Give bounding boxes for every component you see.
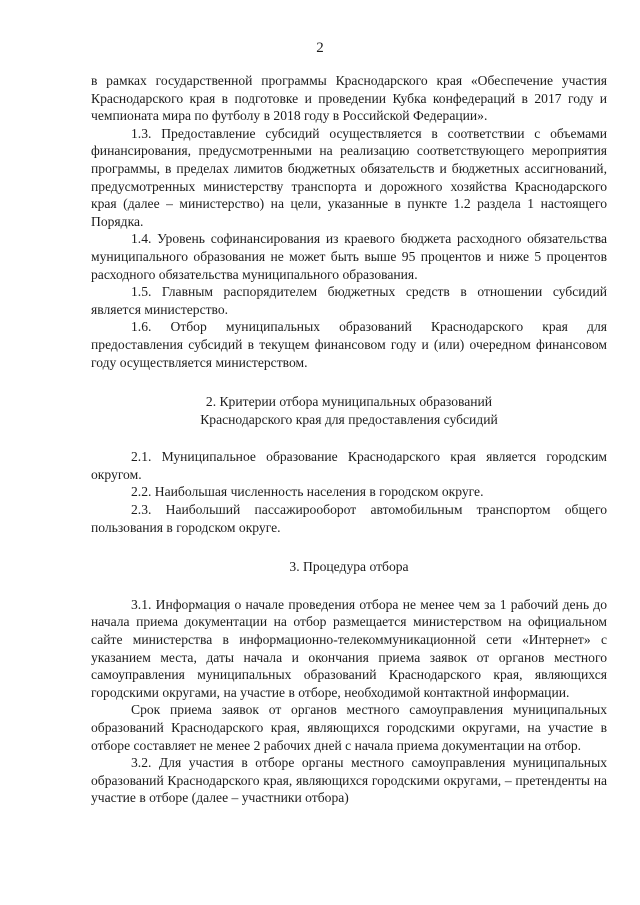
section-2-heading-line-1: 2. Критерии отбора муниципальных образований [205, 394, 493, 410]
page-number: 2 [316, 40, 324, 56]
paragraph-3-1: 3.1. Информация о начале проведения отбора не менее чем за 1 рабочий день до начала приема документации на отбор размещается министерством на официальном сайте министерства в информационно-телекоммуникационной сети «Интернет» с указанием места, даты начала и окончания приема заявок от органов местного самоуправления муниципальных образований Краснодарского края, являющихся городскими округами, на участие в отборе, необходимой контактной информации. [91, 596, 607, 700]
paragraph-1-3: 1.3. Предоставление субсидий осуществляется в соответствии с объемами финансирования, предусмотренными на реализацию соответствующего мероприятия программы, в пределах лимитов бюджетных обязательств и бюджетных ассигнований, предусмотренных министерству транспорта и дорожного хозяйства Краснодарского края (далее – министерство) на цели, указанные в пункте 1.2 раздела 1 настоящего Порядка. [91, 125, 607, 229]
section-2-heading-line-2: Краснодарского края для предоставления субсидий [200, 411, 498, 427]
section-3-heading: 3. Процедура отбора [289, 559, 409, 575]
paragraph-2-2: 2.2. Наибольшая численность населения в городском округе. [131, 484, 484, 500]
paragraph-intro: в рамках государственной программы Краснодарского края «Обеспечение участия Краснодарского края в подготовке и проведении Кубка конфедераций в 2017 году и чемпионата мира по футболу в 2018 году в Российской Федерации». [91, 73, 607, 124]
paragraph-2-3: 2.3. Наибольший пассажирооборот автомобильным транспортом общего пользования в городском округе. [91, 502, 607, 535]
paragraph-1-6: 1.6. Отбор муниципальных образований Краснодарского края для предоставления субсидий в текущем финансовом году и (или) очередном финансовом году осуществляется министерством. [91, 319, 607, 370]
document-body [91, 72, 607, 807]
paragraph-1-5: 1.5. Главным распорядителем бюджетных средств в отношении субсидий является министерство. [91, 284, 607, 317]
paragraph-deadline: Срок приема заявок от органов местного самоуправления муниципальных образований Краснодарского края, являющихся городскими округами, на участие в отборе составляет не менее 2 рабочих дней с начала приема документации на отбор. [91, 702, 607, 753]
paragraph-2-1: 2.1. Муниципальное образование Краснодарского края является городским округом. [91, 449, 607, 482]
paragraph-3-2: 3.2. Для участия в отборе органы местного самоуправления муниципальных образований Краснодарского края, являющихся городскими округами, – претенденты на участие в отборе (далее – участники отбора) [91, 755, 607, 806]
paragraph-1-4: 1.4. Уровень софинансирования из краевого бюджета расходного обязательства муниципального образования не может быть выше 95 процентов и ниже 5 процентов расходного обязательства муниципального образования. [91, 231, 607, 282]
